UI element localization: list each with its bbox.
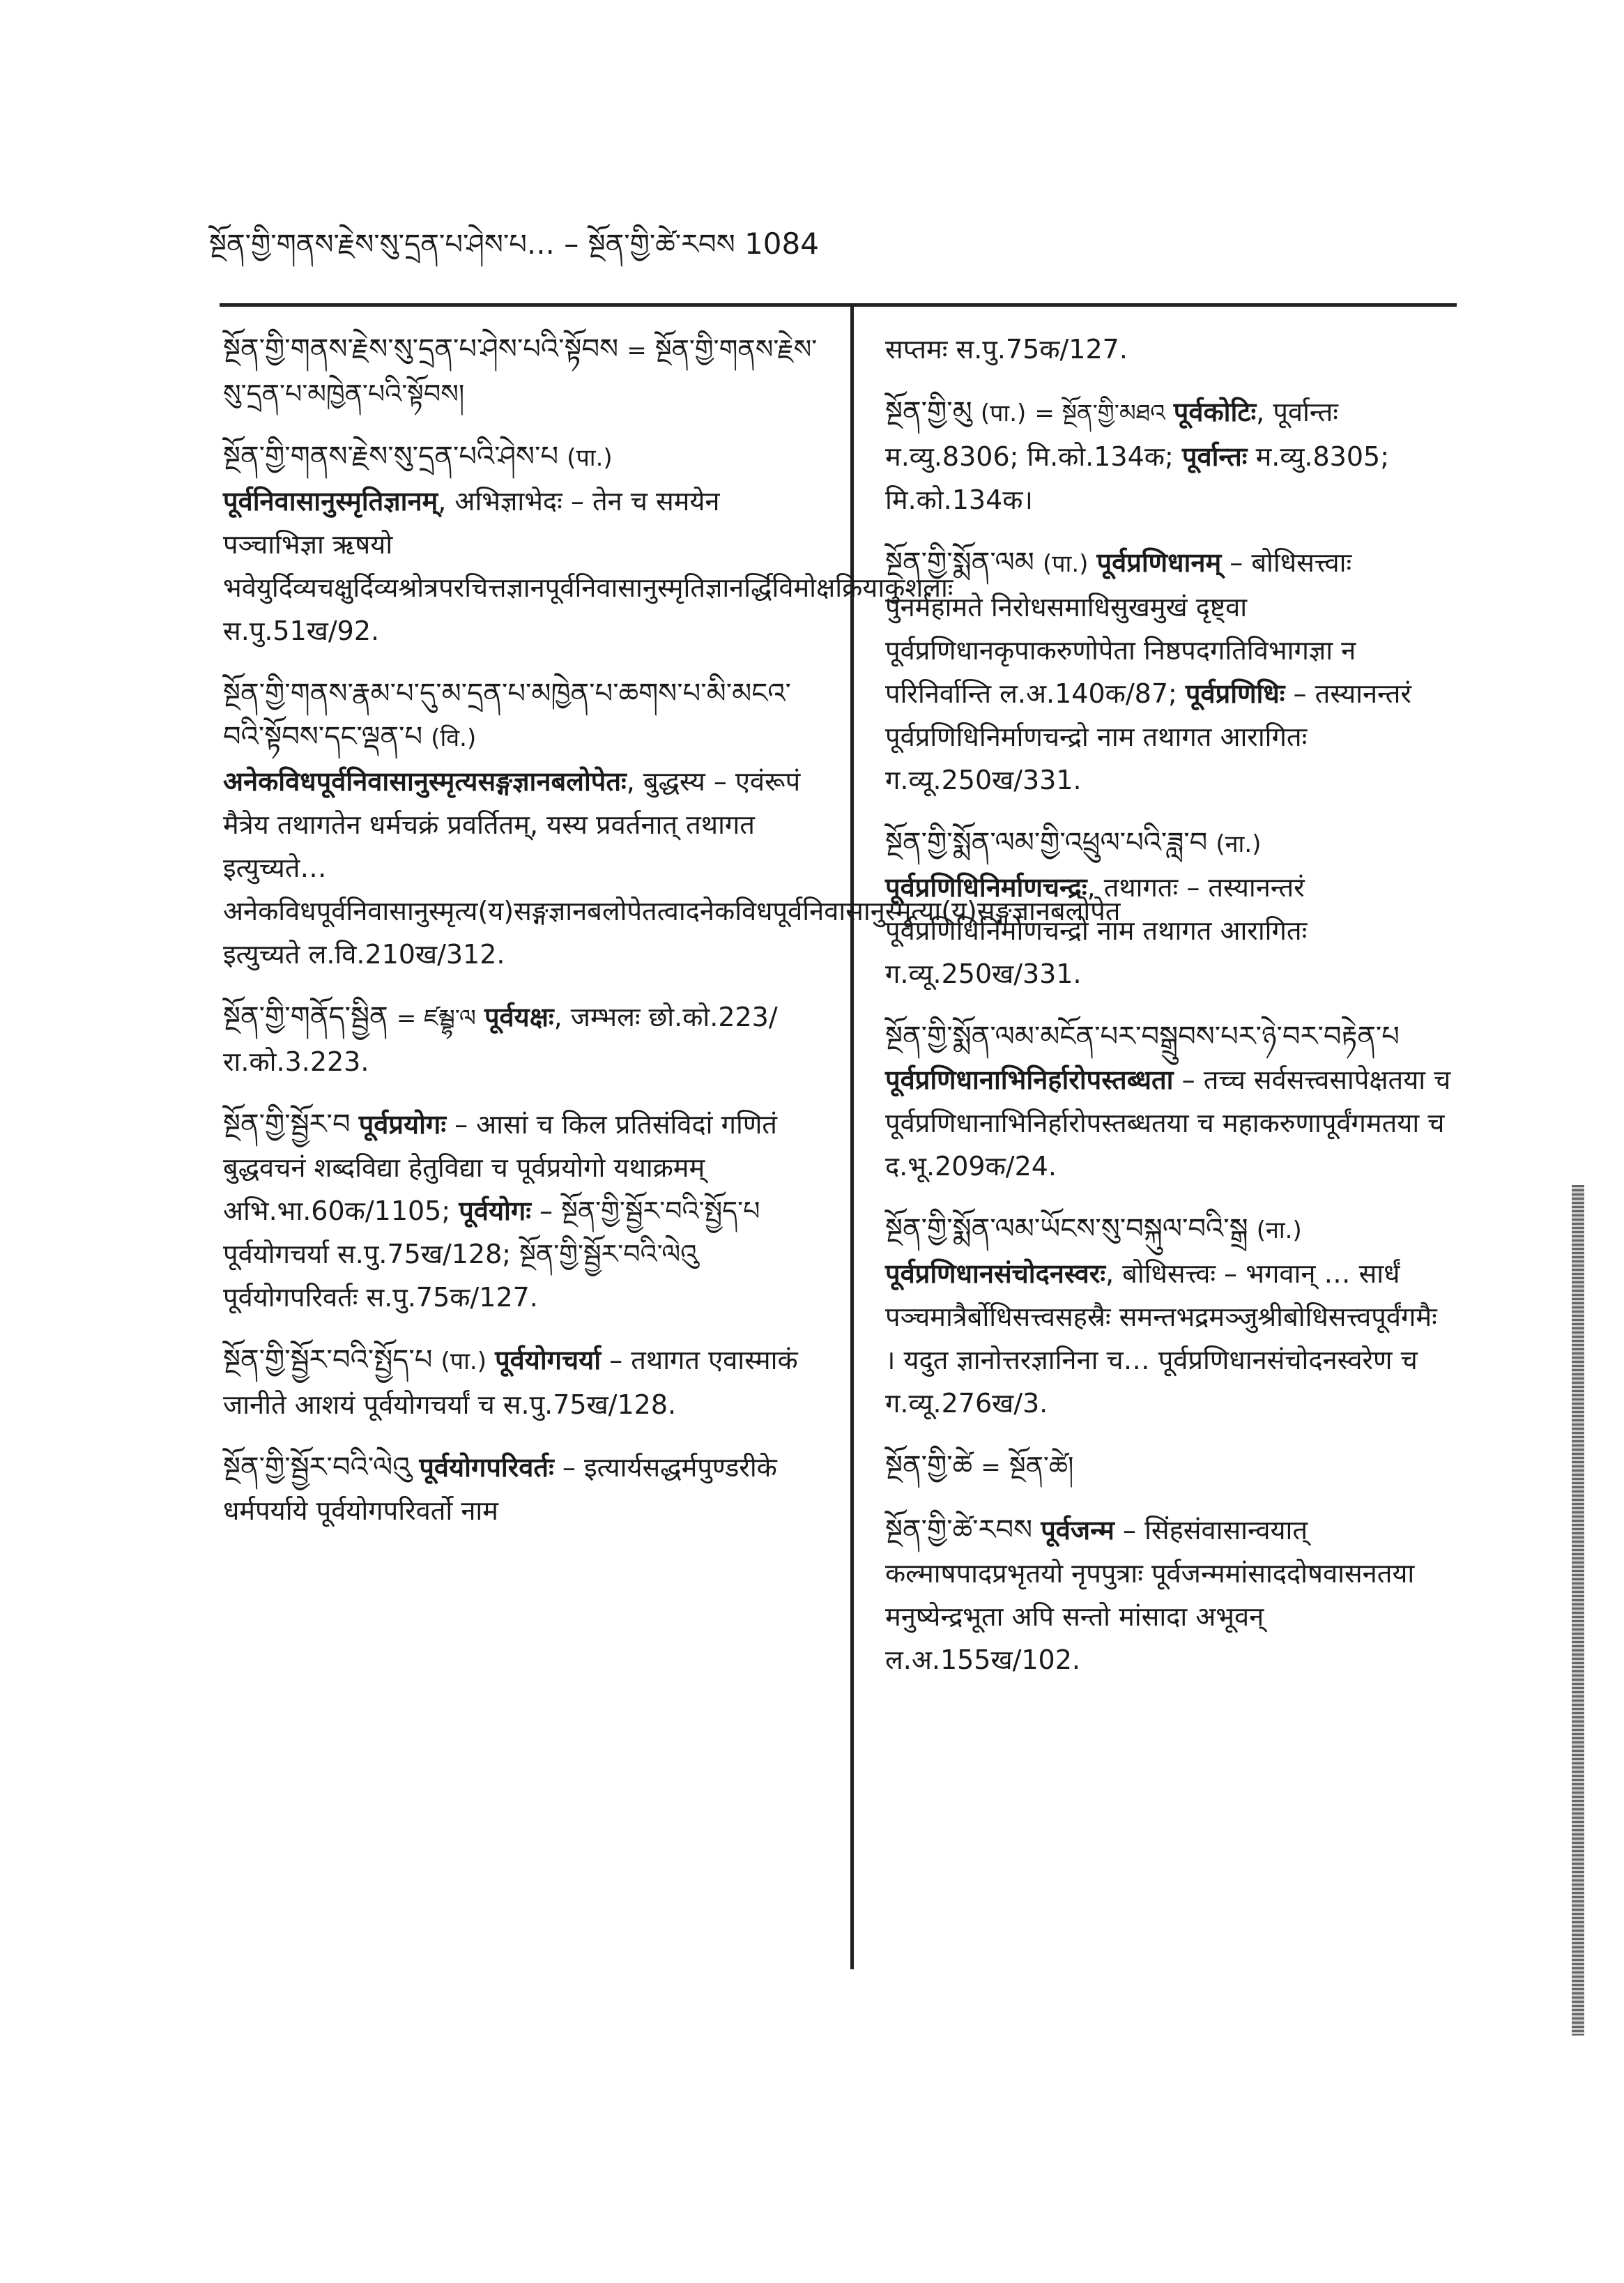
entry-sanskrit-variant: पूर्वयोगः [459, 1196, 531, 1226]
dictionary-entry [223, 1338, 822, 1426]
entry-definition: , बुद्धस्य – एवंरूपं मैत्रेय तथागतेन धर्मचक्रं प्रवर्तितम्, यस्य प्रवर्तनात् तथागत इत्युच्यते… अनेकविधपूर्वनिवासानुस्मृत्य(य)सङ्गज्ञानबलोपेतत्वादनेकविधपूर्वनिवासानुस्मृत्या(य)सङ्गज्ञानबलोपेत इत्युच्यते [223, 766, 1121, 970]
dictionary-entry [885, 1444, 1453, 1489]
entry-reference: छो.को.223/रा.को.3.223. [223, 1002, 778, 1077]
header-headword: སྔོན་གྱི་གནས་རྗེས་སུ་དྲན་པ་ཤེས་པ… [209, 229, 555, 261]
entry-sanskrit: पूर्वजन्म [1041, 1515, 1114, 1545]
entry-sanskrit: पूर्वनिवासानुस्मृतिज्ञानम् [223, 486, 438, 517]
entry-definition: – तच्च सर्वसत्त्वसापेक्षतया च पूर्वप्रणिधानाभिनिर्हारोपस्तब्धतया च महाकरुणापूर्वंगमतया च [885, 1064, 1451, 1138]
entry-definition: , जम्भलः [553, 1002, 641, 1032]
entry-pos: (वि.) [431, 724, 477, 752]
entry-headword: སྔོན་གྱི་གནོད་སྦྱིན [223, 1001, 388, 1033]
entry-reference: द.भू.209क/24. [885, 1151, 1057, 1182]
entry-definition: སྔོན་གྱི་གནས་རྗེས་སུ་དྲན་པ་མཁྱེན་པའི་སྟོབས། [223, 334, 818, 409]
entry-definition: – आसां च किल प्रतिसंविदां गणितं बुद्धवचनं शब्दविद्या हेतुविद्या च पूर्वप्रयोगो यथाक्रमम् [223, 1109, 777, 1183]
entry-equals: = ཛམྦྷ་ལ [396, 1005, 476, 1032]
page-header [209, 213, 1464, 268]
entry-reference: म.व्यु.8305; मि.को.134क। [885, 441, 1390, 515]
dictionary-entry [223, 1446, 822, 1532]
entry-pos: (पा.) [441, 1347, 487, 1375]
entry-definition: – इत्यार्यसद्धर्मपुण्डरीके धर्मपर्याये पूर्वयोगपरिवर्तो नाम [223, 1452, 777, 1526]
entry-headword: སྔོན་གྱི་མུ [885, 396, 972, 428]
entry-headword: སྔོན་གྱི་གནས་རྗེས་སུ་དྲན་པ་ཤེས་པའི་སྟོབས [223, 333, 619, 365]
entry-pos: (पा.) [1042, 550, 1089, 578]
dictionary-entry [223, 995, 822, 1083]
dictionary-entry [885, 1207, 1453, 1425]
entry-headword: སྔོན་གྱི་སྨོན་ལམ་མངོན་པར་བསྒྲུབས་པར་ཉེ་བར་བརྟེན་པ [885, 1021, 1400, 1053]
entry-sanskrit: पूर्वकोटिः [1173, 397, 1257, 427]
entry-definition: – सिंहसंवासान्वयात् कल्माषपादप्रभृतयो नृपपुत्राः पूर्वजन्ममांसाददोषवासनतया मनुष्येन्द्रभूता अपि सन्तो मांसादा अभूवन् [885, 1515, 1415, 1632]
entry-reference: स.पु.51ख/92. [223, 616, 380, 646]
binding-edge [1572, 1185, 1584, 2036]
entry-headword: སྔོན་གྱི་སྨོན་ལམ [885, 547, 1034, 579]
entry-equals: = སྔོན་གྱི་མཐའ [1034, 399, 1165, 427]
entry-reference: ल.वि.210ख/312. [308, 939, 505, 970]
dictionary-entry [885, 1509, 1453, 1681]
entry-equals: = [981, 1453, 1001, 1481]
header-dash: – [564, 227, 579, 261]
dictionary-entry [885, 821, 1453, 995]
entry-sanskrit-variant: पूर्वान्तः [1181, 441, 1248, 472]
entry-definition: སྔོན་ཚེ། [1009, 1451, 1074, 1481]
entry-reference: ग.व्यू.276ख/3. [885, 1388, 1048, 1419]
entry-headword: སྔོན་གྱི་གནས་རྗེས་སུ་དྲན་པའི་ཤེས་པ [223, 441, 559, 473]
entry-sanskrit-variant: पूर्वप्रणिधिः [1185, 678, 1285, 709]
dictionary-entry [885, 328, 1453, 371]
entry-reference: ल.अ.140क/87; [999, 678, 1177, 709]
entry-sanskrit: पूर्वप्रणिधिनिर्माणचन्द्रः [885, 872, 1087, 903]
entry-reference: स.पु.75ख/128. [503, 1389, 677, 1420]
entry-definition: – बोधिसत्त्वाः पुनर्महामते निरोधसमाधिसुखमुखं दृष्ट्वा पूर्वप्रणिधानकृपाकरुणोपेता निष्ठपदगतिविभागज्ञा न परिनिर्वान्ति [885, 547, 1356, 709]
entry-continuation: – तस्यानन्तरं पूर्वप्रणिधिनिर्माणचन्द्रो नाम तथागत आरागितः ग.व्यू.250ख/331. [885, 678, 1411, 795]
entry-pos: (पा.) [980, 399, 1027, 427]
entry-continuation: – སྔོན་གྱི་སྦྱོར་བའི་སྤྱོད་པ पूर्वयोगचर्या स.पु.75ख/128; སྔོན་གྱི་སྦྱོར་བའི་ལེའུ पूर्वयोगपरिवर्तः स.पु.75क/127. [223, 1196, 760, 1313]
column-divider [850, 307, 854, 1969]
entry-headword: སྔོན་གྱི་ཚེ [885, 1450, 973, 1482]
entry-sanskrit: अनेकविधपूर्वनिवासानुस्मृत्यसङ्गज्ञानबलोपेतः [223, 766, 627, 797]
entry-pos: (ना.) [1216, 830, 1262, 858]
entry-definition: , बोधिसत्त्वः – भगवान् … सार्धं पञ्चमात्रैर्बोधिसत्त्वसहस्रैः समन्तभद्रमञ्जुश्रीबोधिसत्त्वपूर्वंगमैः । यदुत ज्ञानोत्तरज्ञानिना च… पूर्वप्रणिधानसंचोदनस्वरेण च [885, 1258, 1437, 1375]
entry-sanskrit: पूर्वप्रणिधानाभिनिर्हारोपस्तब्धता [885, 1064, 1174, 1095]
entry-headword: སྔོན་གྱི་སྦྱོར་བའི་ལེའུ [223, 1451, 411, 1483]
entry-headword: སྔོན་གྱི་སྦྱོར་བའི་སྤྱོད་པ [223, 1344, 433, 1376]
dictionary-entry [223, 435, 953, 652]
page-number: 1084 [744, 227, 819, 261]
header-last-word: སྔོན་གྱི་ཚེ་རབས [588, 229, 735, 261]
entry-definition: , अभिज्ञाभेदः – तेन च समयेन पञ्चाभिज्ञा ऋषयो भवेयुर्दिव्यचक्षुर्दिव्यश्रोत्रपरचित्तज्ञानपूर्वनिवासानुस्मृतिज्ञानर्द्धिविमोक्षक्रियाकुशलाः [223, 486, 953, 603]
entry-equals: = [627, 337, 647, 365]
entry-headword: སྔོན་གྱི་སྨོན་ལམ་གྱི་འཕྲུལ་པའི་ཟླ་བ [885, 827, 1208, 859]
dictionary-entry [885, 390, 1453, 521]
entry-headword: སྔོན་གྱི་སྦྱོར་བ [223, 1108, 351, 1140]
entry-headword: སྔོན་གྱི་ཚེ་རབས [885, 1514, 1033, 1546]
entry-sanskrit: पूर्वप्रयोगः [358, 1109, 446, 1140]
entry-continuation: सप्तमः स.पु.75क/127. [885, 334, 1128, 365]
header-rule [220, 303, 1457, 307]
entry-reference: ग.व्यू.250ख/331. [885, 959, 1082, 989]
entry-headword: སྔོན་གྱི་སྨོན་ལམ་ཡོངས་སུ་བསྐུལ་བའི་སྒྲ [885, 1213, 1248, 1245]
entry-reference: ल.अ.155ख/102. [885, 1644, 1080, 1675]
entry-definition: , तथागतः – तस्यानन्तरं पूर्वप्रणिधिनिर्माणचन्द्रो नाम तथागत आरागितः [885, 872, 1308, 946]
entry-reference: अभि.भा.60क/1105; [223, 1196, 451, 1226]
entry-definition: , पूर्वान्तः म.व्यु.8306; मि.को.134क; [885, 397, 1338, 472]
entry-pos: (पा.) [567, 444, 613, 472]
entry-sanskrit: पूर्वयोगपरिवर्तः [419, 1452, 554, 1483]
entry-definition: – तथागत एवास्माकं जानीते आशयं पूर्वयोगचर्यां च [223, 1345, 798, 1420]
entry-sanskrit: पूर्वप्रणिधानम् [1096, 547, 1222, 578]
entry-sanskrit: पूर्वप्रणिधानसंचोदनस्वरः [885, 1258, 1106, 1289]
entry-pos: (ना.) [1256, 1216, 1302, 1244]
dictionary-entry [223, 328, 822, 415]
right-column [885, 328, 1453, 1701]
entry-sanskrit: पूर्वयोगचर्या [495, 1345, 602, 1375]
dictionary-entry [885, 1015, 1453, 1188]
dictionary-entry [223, 1103, 822, 1319]
entry-headword: སྔོན་གྱི་གནས་རྣམ་པ་དུ་མ་དྲན་པ་མཁྱེན་པ་ཆགས་པ་མི་མངའ་བའི་སྟོབས་དང་ལྡན་པ [223, 678, 791, 753]
dictionary-entry [885, 541, 1453, 802]
entry-sanskrit: पूर्वयक्षः [484, 1002, 554, 1032]
